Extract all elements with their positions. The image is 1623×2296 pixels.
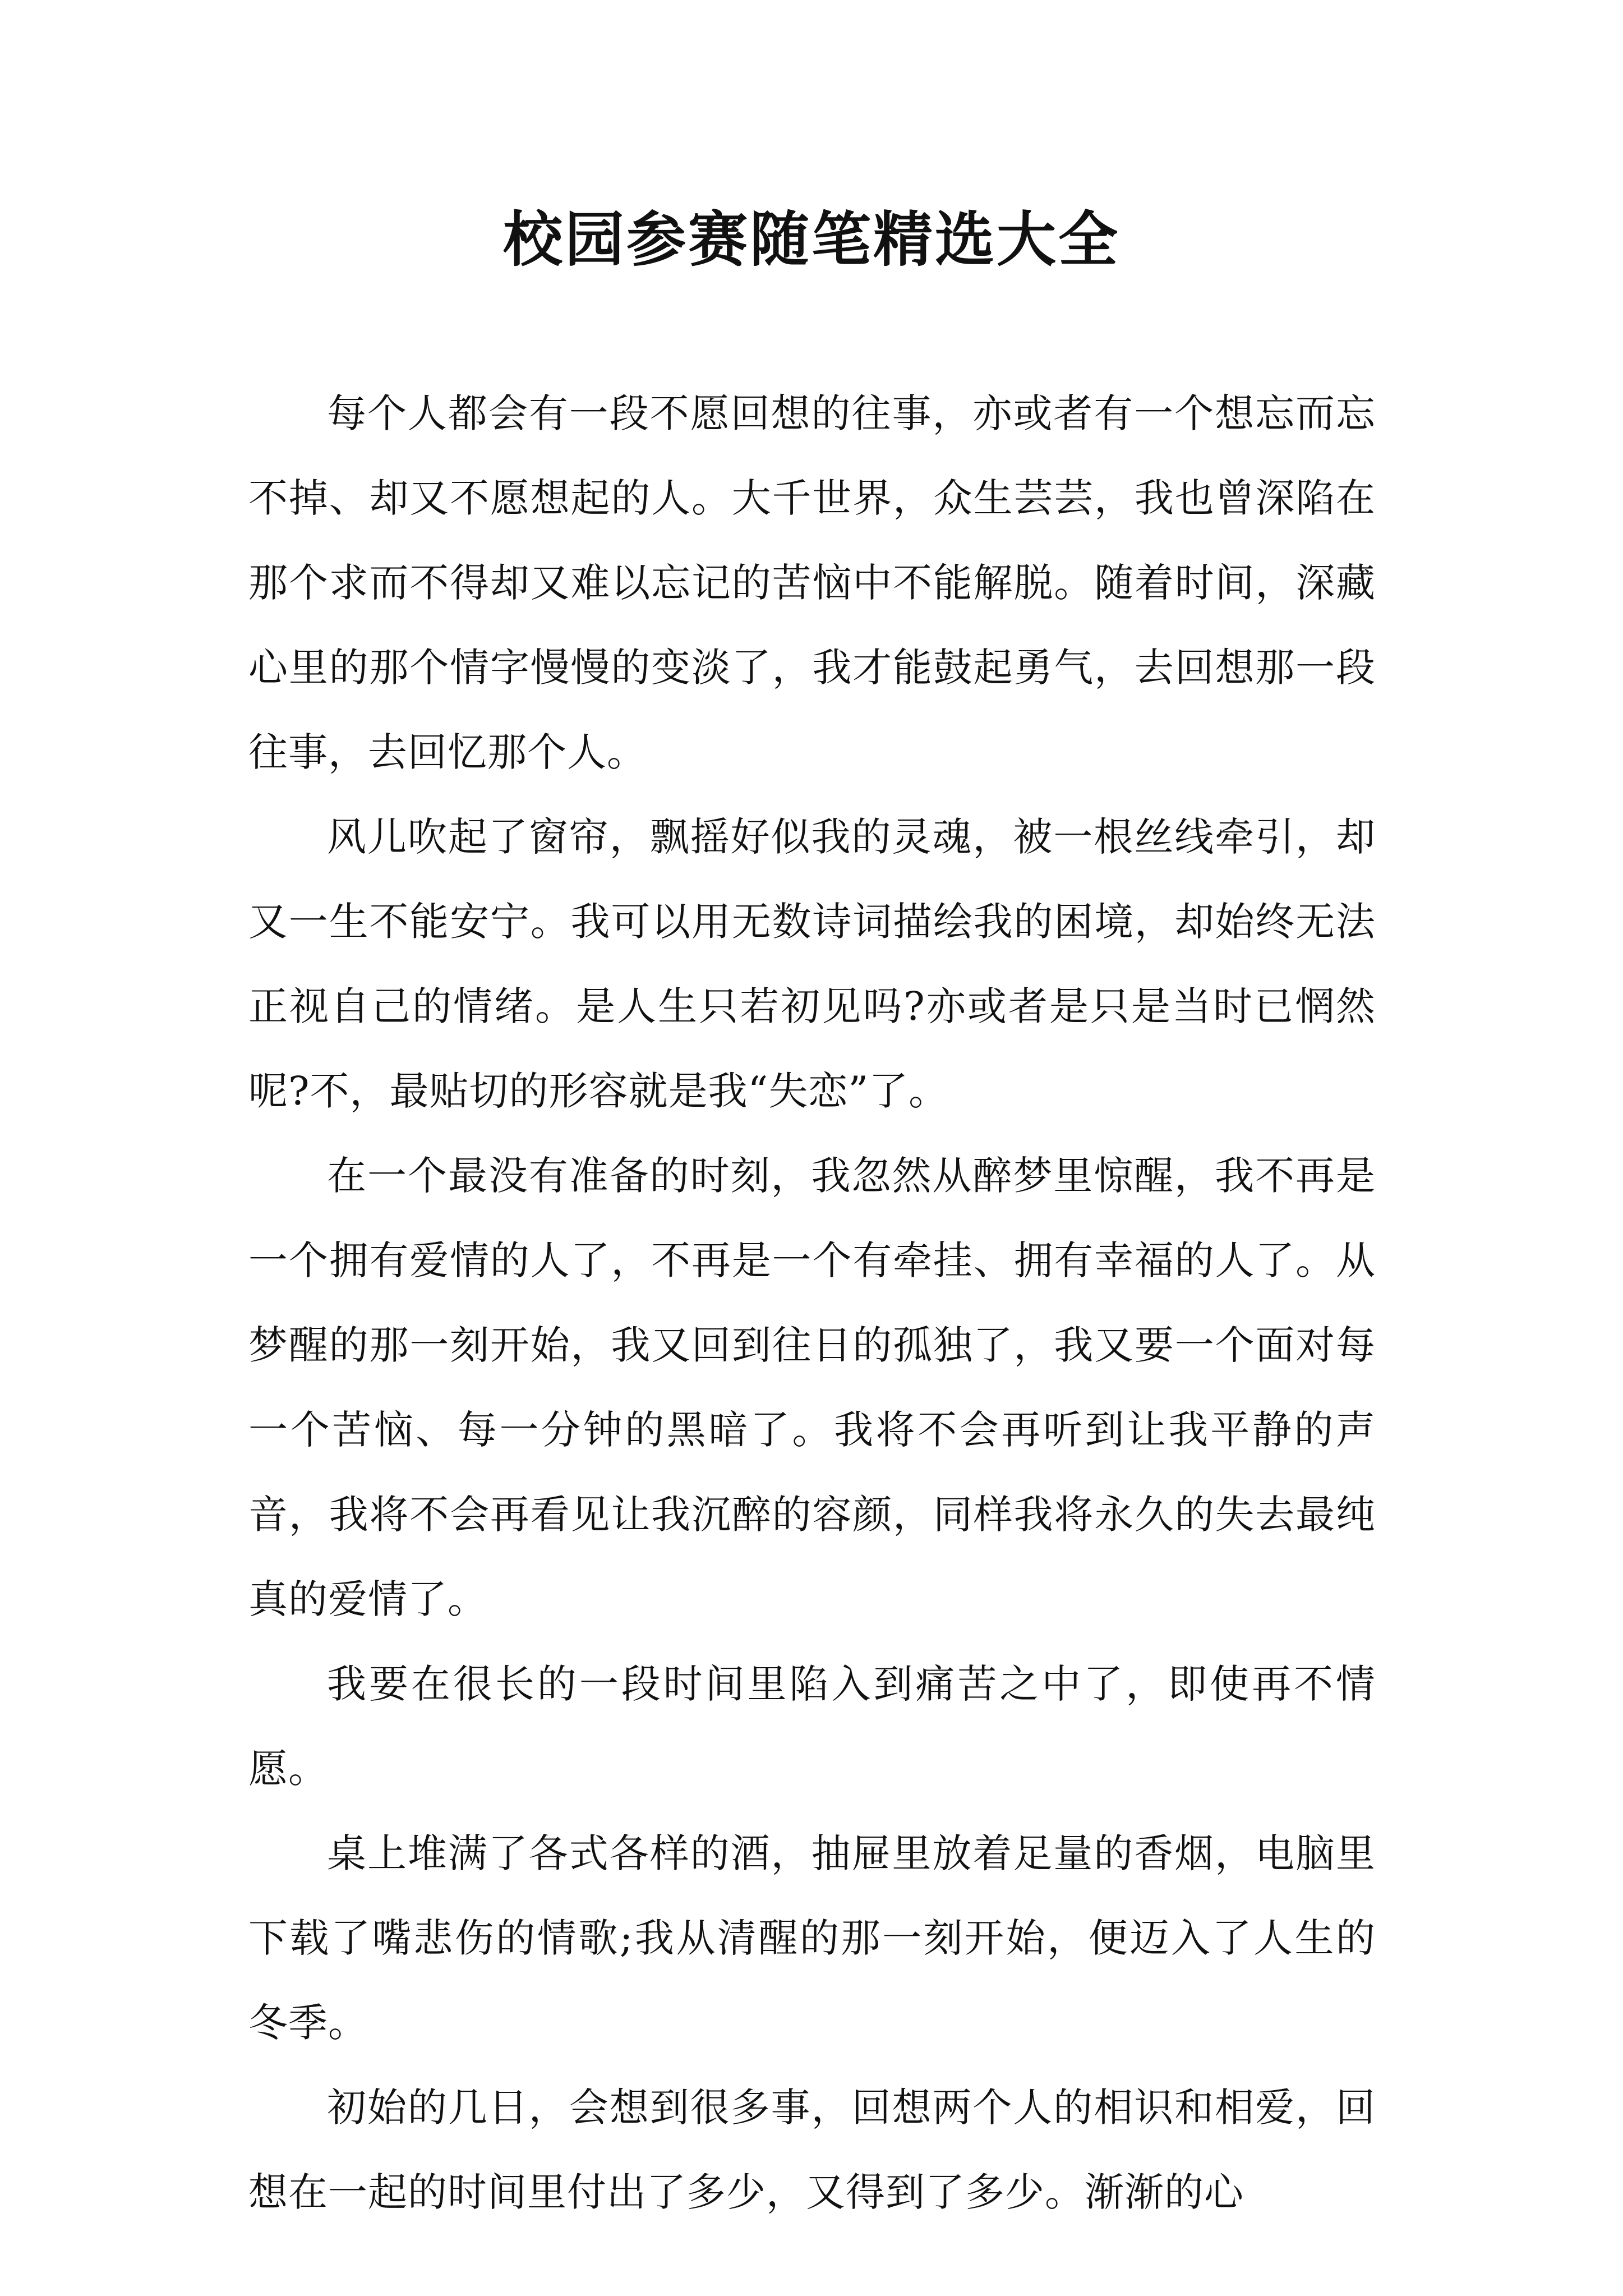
paragraph: 我要在很长的一段时间里陷入到痛苦之中了，即使再不情愿。 [248,1661,1376,1792]
document-title: 校园参赛随笔精选大全 [503,204,1120,274]
paragraph: 在一个最没有准备的时刻，我忽然从醉梦里惊醒，我不再是一个拥有爱情的人了，不再是一个有牵挂、拥有幸福的人了。从梦醒的那一刻开始，我又回到往日的孤独了，我又要一个面对每一个苦恼、每一分钟的黑暗了。我将不会再听到让我平静的声音，我将不会再看见让我沉醉的容颜，同样我将永久的失去最纯真的爱情了。 [248,1153,1376,1622]
paragraph: 桌上堆满了各式各样的酒，抽屉里放着足量的香烟，电脑里下载了嘴悲伤的情歌;我从清醒的那一刻开始，便迈入了人生的冬季。 [248,1830,1376,2046]
paragraph: 初始的几日，会想到很多事，回想两个人的相识和相爱，回想在一起的时间里付出了多少，又得到了多少。渐渐的心 [248,2085,1376,2215]
document-body [248,371,1376,2235]
paragraph: 每个人都会有一段不愿回想的往事，亦或者有一个想忘而忘不掉、却又不愿想起的人。大千世界，众生芸芸，我也曾深陷在那个求而不得却又难以忘记的苦恼中不能解脱。随着时间，深藏心里的那个情字慢慢的变淡了，我才能鼓起勇气，去回想那一段往事，去回忆那个人。 [248,390,1376,775]
paragraph: 风儿吹起了窗帘，飘摇好似我的灵魂，被一根丝线牵引，却又一生不能安宁。我可以用无数诗词描绘我的困境，却始终无法正视自己的情绪。是人生只若初见吗?亦或者是只是当时已惘然呢?不，最贴切的形容就是我“失恋”了。 [248,814,1376,1114]
